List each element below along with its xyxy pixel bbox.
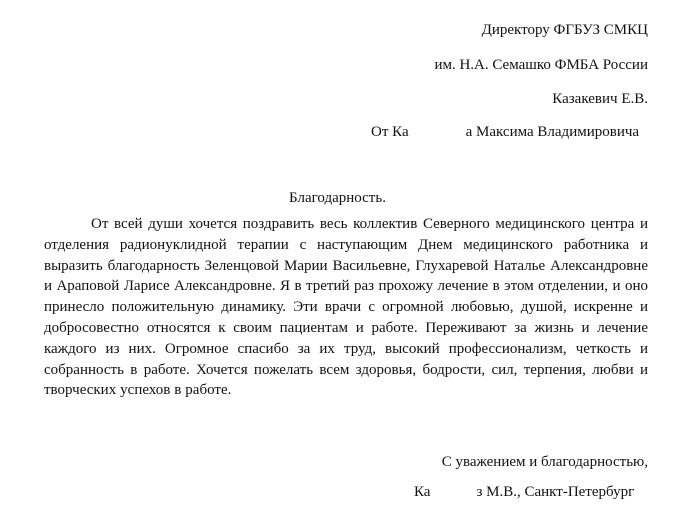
signature-line	[414, 483, 648, 501]
recipient-position: Директору ФГБУЗ СМКЦ	[481, 22, 648, 38]
signature-suffix: з М.В., Санкт-Петербург	[476, 484, 635, 500]
sender-line	[371, 123, 648, 141]
letter-body: От всей души хочется поздравить весь коллектив Северного медицинского центра и отделения радионуклидной терапии с наступающим Днем медицинского работника и выразить благодарность Зеленцовой Марии Васильевне, Глухаревой Наталье Александровне и Араповой Ларисе Александровне. Я в третий раз прохожу лечение в этом отделении, и оно принесло положительную динамику. Эти врачи с огромной любовью, душой, искренне и добросовестно относятся к своим пациентам и работе. Переживают за жизнь и лечение каждого из них. Огромное спасибо за их труд, высокий профессионализм, четкость и собранность в работе. Хочется пожелать всем здоровья, бодрости, сил, терпения, любви и творческих успехов в работе.	[44, 216, 648, 399]
recipient-organization: им. Н.А. Семашко ФМБА России	[434, 57, 648, 73]
sender-prefix: От Ка	[371, 124, 409, 140]
recipient-name: Казакевич Е.В.	[552, 91, 648, 107]
document-title: Благодарность.	[289, 190, 386, 206]
signature-prefix: Ка	[414, 484, 431, 500]
closing-text: С уважением и благодарностью,	[441, 454, 648, 470]
sender-suffix: а Максима Владимировича	[465, 124, 640, 140]
